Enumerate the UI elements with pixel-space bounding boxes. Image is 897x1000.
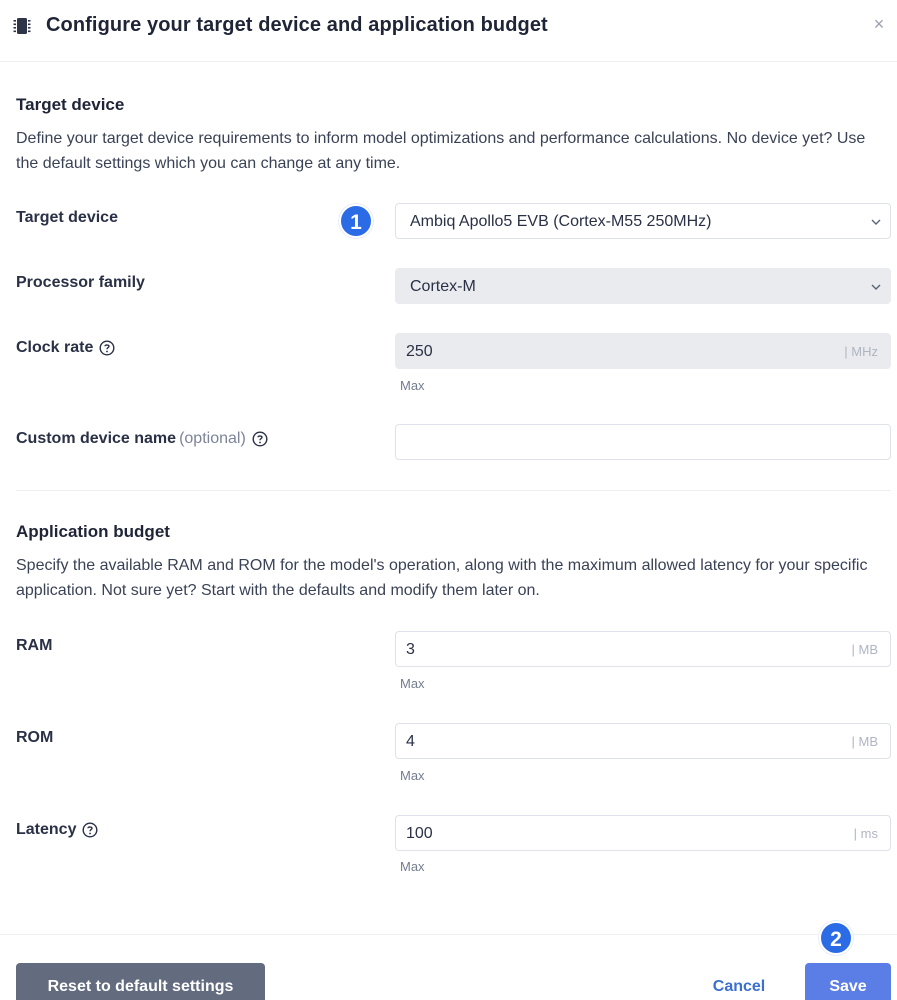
custom-device-name-input[interactable] xyxy=(395,424,891,460)
latency-hint: Max xyxy=(400,859,425,874)
chevron-down-icon xyxy=(870,281,882,293)
rom-label xyxy=(16,729,53,747)
ram-value: 3 xyxy=(406,641,415,658)
target-device-label-text: Target device xyxy=(16,209,118,226)
rom-input[interactable] xyxy=(395,723,891,759)
clock-rate-label xyxy=(16,339,115,357)
annotation-badge-2: 2 xyxy=(819,921,853,955)
ram-unit: | MB xyxy=(851,642,878,657)
dialog-title: Configure your target device and application budget xyxy=(46,14,548,36)
target-device-section-description: Define your target device requirements to inform model optimizations and performance calculations. No device yet? Use the default settings which you can change at any time. xyxy=(16,130,866,172)
clock-rate-value: 250 xyxy=(406,343,433,360)
close-icon[interactable]: × xyxy=(873,14,885,34)
question-circle-icon[interactable] xyxy=(82,822,98,838)
processor-family-value: Cortex-M xyxy=(410,278,476,295)
latency-unit: | ms xyxy=(853,826,878,841)
target-device-label xyxy=(16,209,118,227)
reset-to-default-button[interactable]: Reset to default settings xyxy=(16,963,265,1000)
chip-icon xyxy=(12,16,32,36)
ram-hint: Max xyxy=(400,676,425,691)
section-divider xyxy=(16,490,891,491)
application-budget-section-title: Application budget xyxy=(16,522,170,541)
footer-divider xyxy=(0,934,897,935)
target-device-section-title: Target device xyxy=(16,95,125,114)
ram-input[interactable] xyxy=(395,631,891,667)
latency-label xyxy=(16,821,98,839)
clock-rate-input[interactable] xyxy=(395,333,891,369)
optional-tag: (optional) xyxy=(179,430,246,447)
processor-family-label-text: Processor family xyxy=(16,274,145,291)
latency-label-text: Latency xyxy=(16,821,77,838)
clock-rate-hint: Max xyxy=(400,378,425,393)
processor-family-select[interactable] xyxy=(395,268,891,304)
target-device-select[interactable] xyxy=(395,203,891,239)
custom-device-name-label-text: Custom device name xyxy=(16,430,177,447)
application-budget-section-description: Specify the available RAM and ROM for the model's operation, along with the maximum allowed latency for your specific application. Not sure yet? Start with the defaults and modify them later on. xyxy=(16,557,868,599)
latency-value: 100 xyxy=(406,825,433,842)
rom-label-text: ROM xyxy=(16,729,54,746)
target-device-value: Ambiq Apollo5 EVB (Cortex-M55 250MHz) xyxy=(410,213,712,230)
clock-rate-unit: | MHz xyxy=(844,344,878,359)
question-circle-icon[interactable] xyxy=(252,431,268,447)
ram-label xyxy=(16,637,52,655)
rom-unit: | MB xyxy=(851,734,878,749)
dialog-header xyxy=(0,0,897,62)
rom-value: 4 xyxy=(406,733,415,750)
cancel-button[interactable]: Cancel xyxy=(712,978,766,995)
processor-family-label xyxy=(16,274,145,292)
clock-rate-label-text: Clock rate xyxy=(16,339,94,356)
chevron-down-icon xyxy=(870,216,882,228)
rom-hint: Max xyxy=(400,768,425,783)
question-circle-icon[interactable] xyxy=(99,340,115,356)
ram-label-text: RAM xyxy=(16,637,53,654)
annotation-badge-1: 1 xyxy=(339,204,373,238)
custom-device-name-label xyxy=(16,430,268,448)
save-button[interactable]: Save xyxy=(805,963,891,1000)
latency-input[interactable] xyxy=(395,815,891,851)
